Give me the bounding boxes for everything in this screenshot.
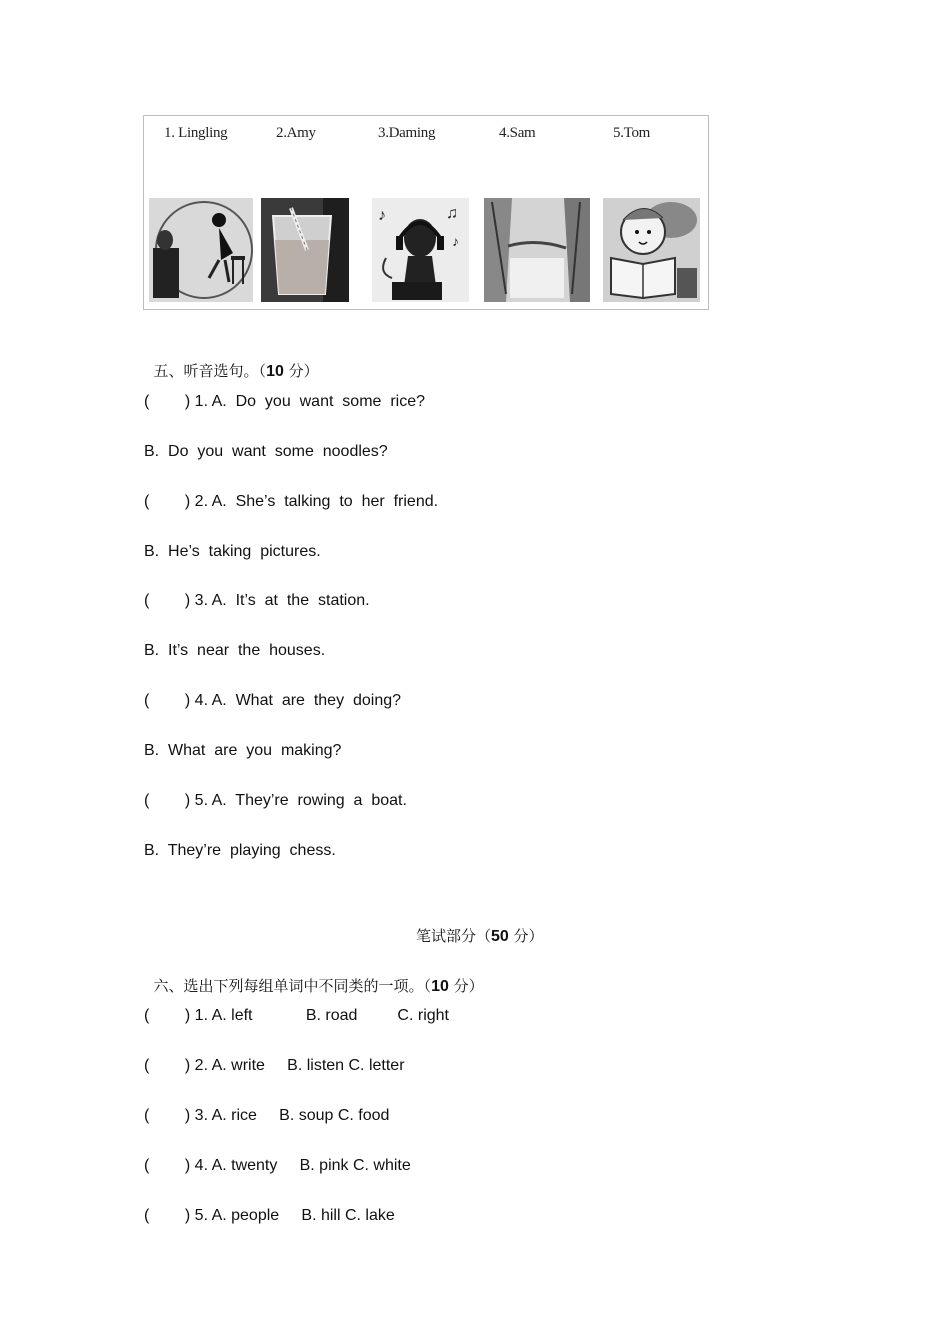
word-options: 1. A. left B. road C. right [190, 1007, 449, 1024]
figure-name-3: 3.Daming [378, 125, 436, 141]
section6-q1 [144, 1007, 449, 1025]
svg-text:♪: ♪ [378, 207, 386, 224]
section6-q3 [144, 1107, 389, 1125]
section6-q2 [144, 1057, 405, 1075]
glass-of-juice-icon [261, 198, 349, 302]
option-a: 3. A. It’s at the station. [190, 592, 370, 609]
answer-paren: ( ) [144, 1107, 191, 1124]
word-options: 2. A. write B. listen C. letter [190, 1057, 405, 1074]
section5-title-score: 10 [266, 363, 284, 380]
section5-q5-b: B. They’re playing chess. [144, 842, 336, 859]
section6-title-score: 10 [431, 978, 449, 995]
word-options: 3. A. rice B. soup C. food [190, 1107, 390, 1124]
section5-q3-line [144, 592, 370, 610]
section5-q1-line [144, 393, 425, 411]
section5-q3-b: B. It’s near the houses. [144, 642, 326, 659]
written-heading-prefix: 笔试部分（ [415, 927, 491, 945]
option-a: 5. A. They’re rowing a boat. [190, 792, 407, 809]
section6-q4 [144, 1157, 411, 1175]
section5-title [144, 342, 319, 381]
section5-q5-line [144, 792, 407, 810]
person-listening-music-icon [372, 198, 469, 302]
written-part-heading [0, 907, 950, 946]
figure-name-4: 4.Sam [499, 125, 536, 141]
answer-paren: ( ) [144, 493, 191, 510]
section5-q2-b: B. He’s taking pictures. [144, 543, 321, 560]
figure-name-2: 2.Amy [276, 125, 316, 141]
svg-text:♫: ♫ [446, 205, 458, 222]
section5-q4-b: B. What are you making? [144, 742, 342, 759]
section6-title-suffix: 分） [448, 977, 484, 995]
picture-matching-figure [143, 115, 709, 310]
answer-paren: ( ) [144, 1157, 191, 1174]
answer-paren: ( ) [144, 1007, 191, 1024]
waterfall-icon [484, 198, 590, 302]
person-flying-kite-icon [149, 198, 253, 302]
answer-paren: ( ) [144, 792, 191, 809]
section5-title-suffix: 分） [283, 362, 319, 380]
figure-name-1: 1. Lingling [164, 125, 228, 141]
answer-paren: ( ) [144, 692, 191, 709]
answer-paren: ( ) [144, 592, 191, 609]
boy-reading-book-icon [603, 198, 700, 302]
word-options: 5. A. people B. hill C. lake [190, 1207, 395, 1224]
section5-q2-line [144, 493, 438, 511]
section5-q4-line [144, 692, 401, 710]
section5-title-prefix: 五、听音选句。（ [153, 362, 267, 380]
option-a: 2. A. She’s talking to her friend. [190, 493, 439, 510]
answer-paren: ( ) [144, 1207, 191, 1224]
answer-paren: ( ) [144, 1057, 191, 1074]
written-heading-score: 50 [490, 928, 509, 945]
section6-title [144, 957, 484, 996]
word-options: 4. A. twenty B. pink C. white [190, 1157, 411, 1174]
answer-paren: ( ) [144, 393, 191, 410]
section6-title-prefix: 六、选出下列每组单词中不同类的一项。（ [153, 977, 432, 995]
section5-q1-b: B. Do you want some noodles? [144, 443, 388, 460]
figure-name-5: 5.Tom [613, 125, 651, 141]
written-heading-suffix: 分） [508, 927, 544, 945]
option-a: 1. A. Do you want some rice? [190, 393, 425, 410]
svg-text:♪: ♪ [452, 233, 459, 249]
section6-q5 [144, 1207, 395, 1225]
option-a: 4. A. What are they doing? [190, 692, 402, 709]
